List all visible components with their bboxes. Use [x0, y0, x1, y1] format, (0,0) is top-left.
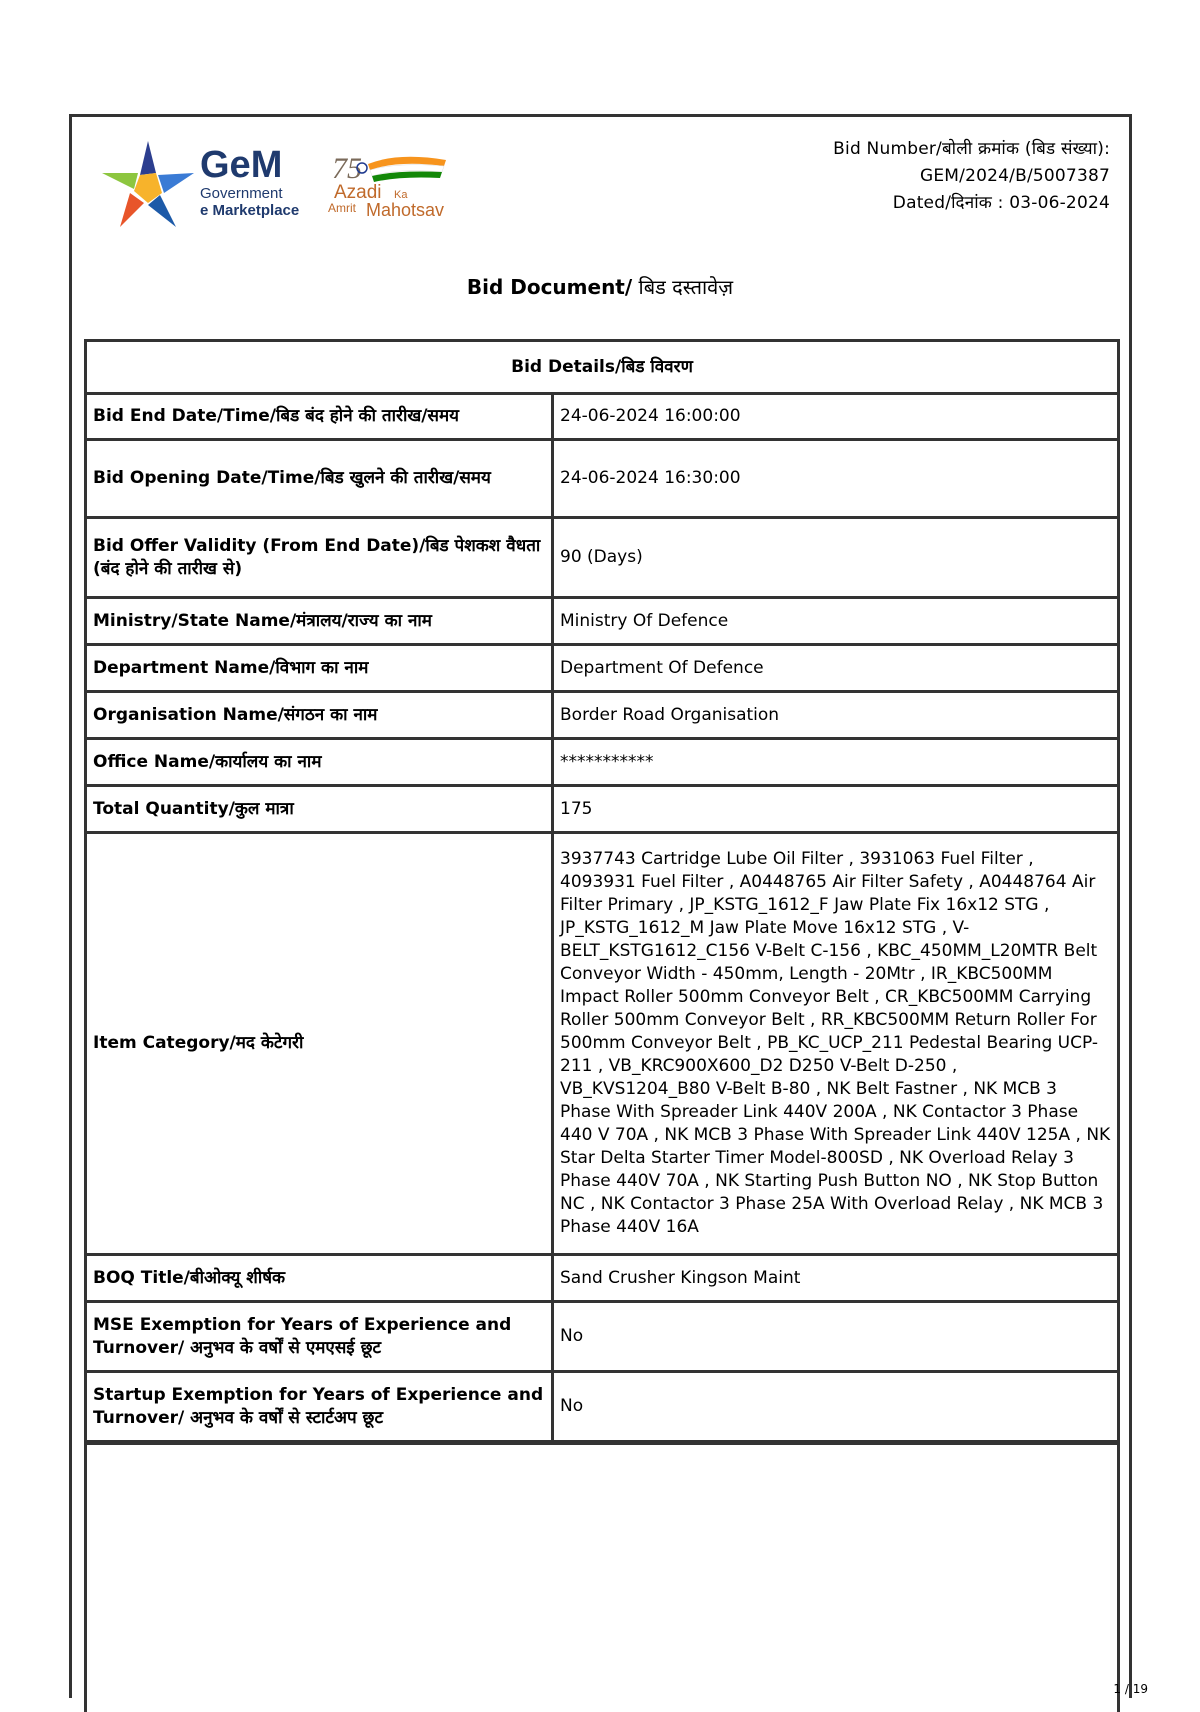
- row-label: Bid Opening Date/Time/बिड खुलने की तारीख/समय: [86, 440, 553, 518]
- gem-logo: [100, 135, 310, 235]
- row-label: Startup Exemption for Years of Experience and Turnover/ अनुभव के वर्षों से स्टार्टअप छूट: [86, 1372, 553, 1442]
- row-label: MSE Exemption for Years of Experience and Turnover/ अनुभव के वर्षों से एमएसई छूट: [86, 1302, 553, 1372]
- bid-dated: [833, 190, 1110, 217]
- row-value: 90 (Days): [553, 518, 1119, 598]
- azadi-ka: Ka: [394, 189, 408, 201]
- table-heading-row: [86, 341, 1119, 394]
- bid-number: GEM/2024/B/5007387: [919, 166, 1110, 186]
- azadi-ka-amrit-mahotsav-logo: [328, 150, 498, 222]
- row-value: Border Road Organisation: [553, 692, 1119, 739]
- row-value: 3937743 Cartridge Lube Oil Filter , 3931063 Fuel Filter , 4093931 Fuel Filter , A0448765 Air Filter Safety , A0448764 Air Filter Primary , JP_KSTG_1612_F Jaw Plate Fix 16x12 STG , JP_KSTG_1612_M Jaw Plate Move 16x12 STG , V-BELT_KSTG1612_C156 V-Belt C-156 , KBC_450MM_L20MTR Belt Conveyor Width - 450mm, Length - 20Mtr , IR_KBC500MM Impact Roller 500mm Conveyor Belt , CR_KBC500MM Carrying Roller 500mm Conveyor Belt , RR_KBC500MM Return Roller For 500mm Conveyor Belt , PB_KC_UCP_211 Pedestal Bearing UCP-211 , VB_KRC900X600_D2 D250 V-Belt D-250 , VB_KVS1204_B80 V-Belt B-80 , NK Belt Fastner , NK MCB 3 Phase With Spreader Link 440V 200A , NK Contactor 3 Phase 440 V 70A , NK MCB 3 Phase With Spreader Link 440V 125A , NK Star Delta Starter Timer Model-800SD , NK Overload Relay 3 Phase 440V 70A , NK Starting Push Button NO , NK Stop Button NC , NK Contactor 3 Phase 25A With Overload Relay , NK MCB 3 Phase 440V 16A: [553, 833, 1119, 1255]
- row-value: ***********: [553, 739, 1119, 786]
- bid-meta: [833, 136, 1110, 217]
- azadi-mahotsav: Mahotsav: [366, 200, 445, 220]
- row-label: Bid Offer Validity (From End Date)/बिड पेशकश वैधता (बंद होने की तारीख से): [86, 518, 553, 598]
- table-row: [86, 1255, 1119, 1302]
- row-label: Office Name/कार्यालय का नाम: [86, 739, 553, 786]
- flag-icon: [357, 157, 446, 182]
- table-row: [86, 739, 1119, 786]
- gem-line1: Government: [200, 185, 283, 202]
- dated-value: 03-06-2024: [1009, 193, 1110, 213]
- dated-label: Dated/दिनांक :: [892, 193, 1004, 213]
- table-row: [86, 1372, 1119, 1442]
- table-row: [86, 833, 1119, 1255]
- bid-number-label: Bid Number/बोली क्रमांक (बिड संख्या):: [833, 139, 1110, 159]
- row-value: No: [553, 1302, 1119, 1372]
- gem-line2: e Marketplace: [200, 202, 300, 219]
- row-value: Department Of Defence: [553, 645, 1119, 692]
- row-label: Department Name/विभाग का नाम: [86, 645, 553, 692]
- row-label: Bid End Date/Time/बिड बंद होने की तारीख/समय: [86, 394, 553, 440]
- document-title-hi: बिड दस्तावेज़: [632, 275, 734, 299]
- bid-details-table: [84, 339, 1120, 1443]
- row-value: 24-06-2024 16:00:00: [553, 394, 1119, 440]
- azadi-number: 75: [332, 152, 362, 185]
- row-label: Item Category/मद केटेगरी: [86, 833, 553, 1255]
- document-title: [0, 273, 1200, 300]
- table-row: [86, 645, 1119, 692]
- row-value: 24-06-2024 16:30:00: [553, 440, 1119, 518]
- azadi-amrit: Amrit: [328, 201, 356, 215]
- row-value: Ministry Of Defence: [553, 598, 1119, 645]
- row-label: Total Quantity/कुल मात्रा: [86, 786, 553, 833]
- row-label: BOQ Title/बीओक्यू शीर्षक: [86, 1255, 553, 1302]
- row-label: Ministry/State Name/मंत्रालय/राज्य का नाम: [86, 598, 553, 645]
- next-section-box: [84, 1442, 1120, 1712]
- row-value: Sand Crusher Kingson Maint: [553, 1255, 1119, 1302]
- table-heading: Bid Details/बिड विवरण: [86, 341, 1119, 394]
- azadi-line1: Azadi: [334, 182, 382, 203]
- table-row: [86, 440, 1119, 518]
- table-row: [86, 1302, 1119, 1372]
- document-title-en: Bid Document/: [466, 275, 633, 299]
- row-value: 175: [553, 786, 1119, 833]
- table-row: [86, 598, 1119, 645]
- table-row: [86, 518, 1119, 598]
- table-row: [86, 394, 1119, 440]
- table-row: [86, 786, 1119, 833]
- gem-star-icon: [102, 140, 195, 227]
- table-row: [86, 692, 1119, 739]
- row-value: No: [553, 1372, 1119, 1442]
- page-number: 1 / 19: [1113, 1682, 1148, 1696]
- gem-title: GeM: [200, 144, 283, 186]
- row-label: Organisation Name/संगठन का नाम: [86, 692, 553, 739]
